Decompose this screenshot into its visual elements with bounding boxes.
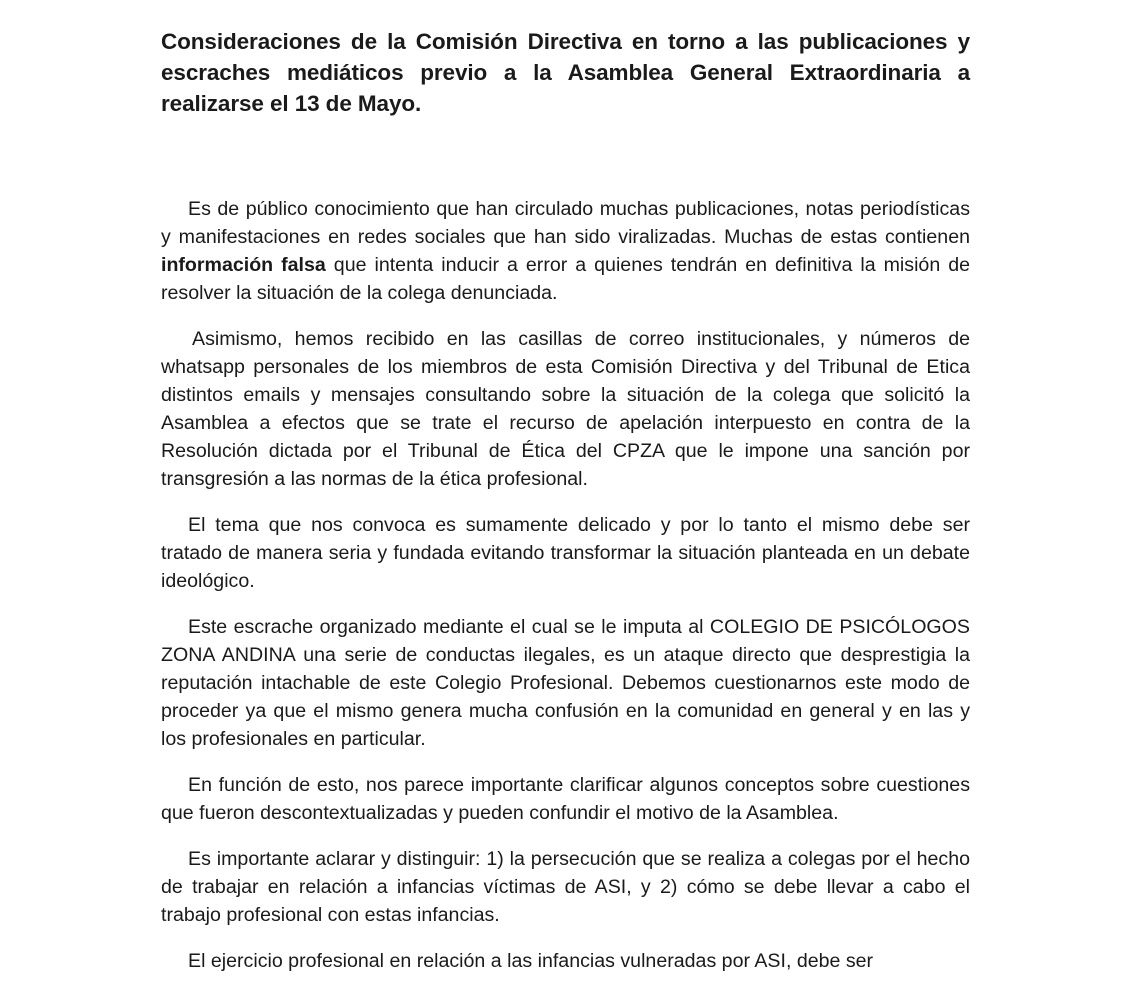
paragraph-4: Este escrache organizado mediante el cual se le imputa al COLEGIO DE PSICÓLOGOS ZONA ANDINA una serie de conductas ilegales, es un ataque directo que desprestigia la reputación intachable de este Colegio Profesional. Debemos cuestionarnos este modo de proceder ya que el mismo genera mucha confusión en la comunidad en general y en las y los profesionales en particular.	[161, 616, 970, 750]
paragraph-6: Es importante aclarar y distinguir: 1) la persecución que se realiza a colegas por el hecho de trabajar en relación a infancias víctimas de ASI, y 2) cómo se debe llevar a cabo el trabajo profesional con estas infancias.	[161, 848, 970, 926]
paragraph-2: Asimismo, hemos recibido en las casillas de correo institucionales, y números de whatsapp personales de los miembros de esta Comisión Directiva y del Tribunal de Etica distintos emails y mensajes consultando sobre la situación de la colega que solicitó la Asamblea a efectos que se trate el recurso de apelación interpuesto en contra de la Resolución dictada por el Tribunal de Ética del CPZA que le impone una sanción por transgresión a las normas de la ética profesional.	[161, 328, 970, 490]
document-page	[161, 26, 970, 993]
paragraph-1-text-before: Es de público conocimiento que han circulado muchas publicaciones, notas periodísticas y manifestaciones en redes sociales que han sido viralizadas. Muchas de estas contienen	[161, 198, 970, 248]
document-title: Consideraciones de la Comisión Directiva en torno a las publicaciones y escraches mediáticos previo a la Asamblea General Extraordinaria a realizarse el 13 de Mayo.	[161, 29, 970, 116]
paragraph-5: En función de esto, nos parece importante clarificar algunos conceptos sobre cuestiones que fueron descontextualizadas y pueden confundir el motivo de la Asamblea.	[161, 774, 970, 824]
paragraph-7: El ejercicio profesional en relación a las infancias vulneradas por ASI, debe ser	[188, 950, 874, 972]
paragraph-3: El tema que nos convoca es sumamente delicado y por lo tanto el mismo debe ser tratado de manera seria y fundada evitando transformar la situación planteada en un debate ideológico.	[161, 514, 970, 592]
paragraph-1-text-after: que intenta inducir a error a quienes tendrán en definitiva la misión de resolver la situación de la colega denunciada.	[161, 254, 971, 304]
paragraph-1-bold-text: información falsa	[161, 254, 326, 276]
paragraph-1	[161, 195, 970, 307]
document-body	[161, 195, 970, 975]
